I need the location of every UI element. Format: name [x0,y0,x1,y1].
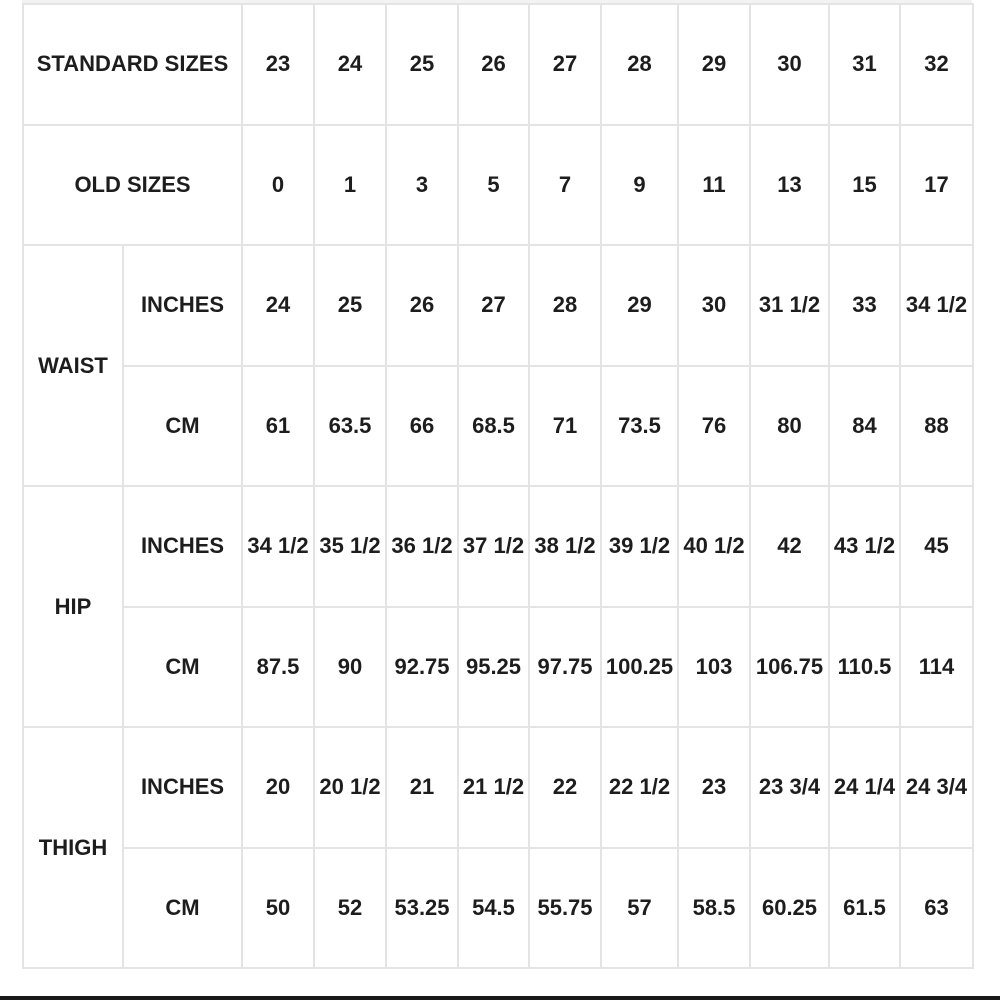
waist-inches-value-cell: 31 1/2 [750,245,829,366]
thigh-inches-row [23,727,973,848]
thigh-cm-unit-label: CM [123,848,242,969]
thigh-cm-row [23,848,973,969]
hip-cm-value-cell: 95.25 [458,607,529,728]
old-size-value-cell: 0 [242,125,314,246]
waist-inches-value-cell: 27 [458,245,529,366]
waist-cm-value-cell: 80 [750,366,829,487]
hip-cm-row [23,607,973,728]
thigh-inches-unit-label: INCHES [123,727,242,848]
hip-inches-value-cell: 35 1/2 [314,486,386,607]
standard-size-value-cell: 26 [458,4,529,125]
waist-cm-value-cell: 84 [829,366,900,487]
hip-inches-value-cell: 43 1/2 [829,486,900,607]
standard-size-value-cell: 29 [678,4,750,125]
thigh-inches-value-cell: 24 1/4 [829,727,900,848]
waist-cm-value-cell: 76 [678,366,750,487]
hip-inches-value-cell: 36 1/2 [386,486,458,607]
waist-cm-value-cell: 68.5 [458,366,529,487]
standard-sizes-row [23,4,973,125]
waist-inches-value-cell: 26 [386,245,458,366]
standard-size-value-cell: 31 [829,4,900,125]
thigh-group-label: THIGH [23,727,123,968]
hip-cm-value-cell: 100.25 [601,607,678,728]
thigh-inches-value-cell: 21 [386,727,458,848]
old-size-value-cell: 11 [678,125,750,246]
hip-inches-value-cell: 42 [750,486,829,607]
hip-inches-value-cell: 39 1/2 [601,486,678,607]
thigh-inches-value-cell: 22 1/2 [601,727,678,848]
hip-cm-value-cell: 110.5 [829,607,900,728]
hip-inches-row [23,486,973,607]
waist-cm-row [23,366,973,487]
standard-size-value-cell: 32 [900,4,973,125]
waist-cm-value-cell: 88 [900,366,973,487]
thigh-inches-value-cell: 23 [678,727,750,848]
thigh-inches-value-cell: 24 3/4 [900,727,973,848]
size-chart-table [22,3,974,969]
old-size-value-cell: 1 [314,125,386,246]
thigh-cm-value-cell: 61.5 [829,848,900,969]
hip-cm-value-cell: 114 [900,607,973,728]
waist-group-label: WAIST [23,245,123,486]
thigh-inches-value-cell: 23 3/4 [750,727,829,848]
old-size-value-cell: 3 [386,125,458,246]
waist-cm-value-cell: 73.5 [601,366,678,487]
waist-inches-value-cell: 34 1/2 [900,245,973,366]
old-size-value-cell: 7 [529,125,601,246]
waist-cm-value-cell: 61 [242,366,314,487]
thigh-inches-value-cell: 20 1/2 [314,727,386,848]
thigh-cm-value-cell: 54.5 [458,848,529,969]
hip-cm-value-cell: 97.75 [529,607,601,728]
old-size-value-cell: 5 [458,125,529,246]
hip-inches-value-cell: 37 1/2 [458,486,529,607]
thigh-cm-value-cell: 57 [601,848,678,969]
waist-cm-value-cell: 63.5 [314,366,386,487]
waist-inches-value-cell: 30 [678,245,750,366]
standard-size-value-cell: 24 [314,4,386,125]
hip-cm-unit-label: CM [123,607,242,728]
waist-inches-value-cell: 24 [242,245,314,366]
old-size-value-cell: 17 [900,125,973,246]
hip-cm-value-cell: 87.5 [242,607,314,728]
hip-inches-value-cell: 38 1/2 [529,486,601,607]
bottom-border [0,996,1000,1000]
thigh-inches-value-cell: 20 [242,727,314,848]
waist-inches-value-cell: 33 [829,245,900,366]
hip-cm-value-cell: 106.75 [750,607,829,728]
waist-cm-value-cell: 71 [529,366,601,487]
thigh-cm-value-cell: 50 [242,848,314,969]
thigh-cm-value-cell: 52 [314,848,386,969]
thigh-inches-value-cell: 21 1/2 [458,727,529,848]
thigh-cm-value-cell: 63 [900,848,973,969]
hip-cm-value-cell: 103 [678,607,750,728]
waist-inches-value-cell: 29 [601,245,678,366]
hip-inches-value-cell: 34 1/2 [242,486,314,607]
waist-inches-row [23,245,973,366]
thigh-cm-value-cell: 60.25 [750,848,829,969]
standard-size-value-cell: 28 [601,4,678,125]
waist-inches-unit-label: INCHES [123,245,242,366]
standard-size-value-cell: 23 [242,4,314,125]
hip-cm-value-cell: 90 [314,607,386,728]
old-sizes-header: OLD SIZES [23,125,242,246]
waist-inches-value-cell: 28 [529,245,601,366]
hip-cm-value-cell: 92.75 [386,607,458,728]
old-size-value-cell: 15 [829,125,900,246]
standard-size-value-cell: 30 [750,4,829,125]
hip-inches-value-cell: 45 [900,486,973,607]
hip-group-label: HIP [23,486,123,727]
old-size-value-cell: 9 [601,125,678,246]
thigh-inches-value-cell: 22 [529,727,601,848]
waist-inches-value-cell: 25 [314,245,386,366]
standard-size-value-cell: 25 [386,4,458,125]
old-size-value-cell: 13 [750,125,829,246]
standard-size-value-cell: 27 [529,4,601,125]
waist-cm-unit-label: CM [123,366,242,487]
thigh-cm-value-cell: 55.75 [529,848,601,969]
waist-cm-value-cell: 66 [386,366,458,487]
thigh-cm-value-cell: 58.5 [678,848,750,969]
hip-inches-unit-label: INCHES [123,486,242,607]
standard-sizes-header: STANDARD SIZES [23,4,242,125]
hip-inches-value-cell: 40 1/2 [678,486,750,607]
old-sizes-row [23,125,973,246]
thigh-cm-value-cell: 53.25 [386,848,458,969]
